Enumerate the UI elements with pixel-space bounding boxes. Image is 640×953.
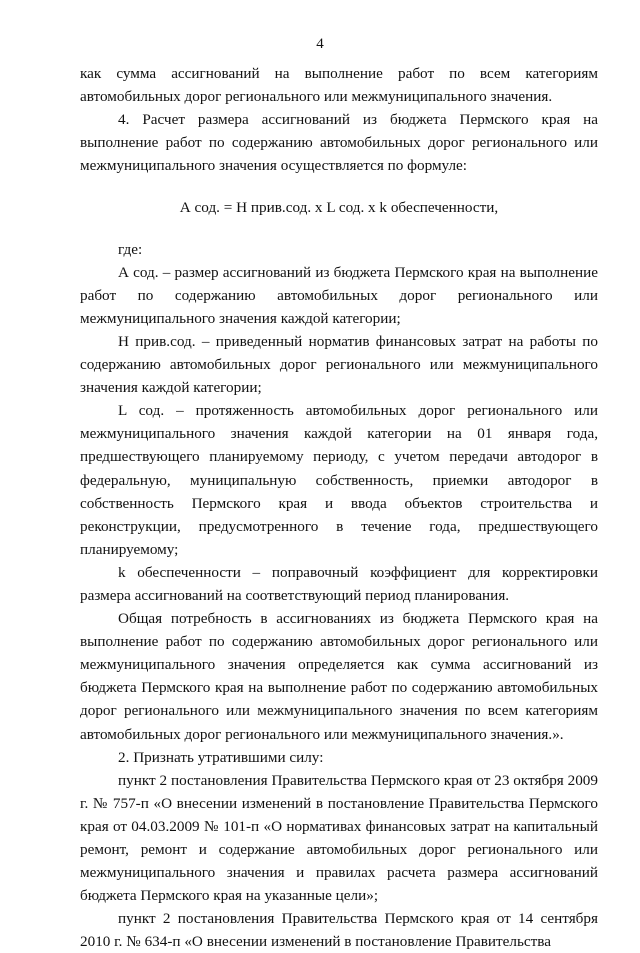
formula: А сод. = Н прив.сод. х L сод. х k обеспеченности, (179, 199, 499, 217)
paragraph-item-2: 2. Признать утратившими силу: (118, 748, 324, 766)
paragraph-repeal-634: пункт 2 постановления Правительства Пермского края от 14 сентября 2010 г. № 634-п «О внесении изменений в постановление Правительства (80, 910, 598, 951)
paragraph-total-need: Общая потребность в ассигнованиях из бюджета Пермского края на выполнение работ по содержанию автомобильных дорог регионального или межмуниципального значения определяется как сумма ассигнований из бюджета Пермского края на выполнение работ по содержанию автомобильных дорог регионального или межмуниципального значения по всем категориям автомобильных дорог регионального или межмуниципального значения.». (80, 610, 598, 743)
paragraph-continuation: как сумма ассигнований на выполнение работ по всем категориям автомобильных дорог регионального или межмуниципального значения. (80, 65, 598, 106)
paragraph-repeal-757: пункт 2 постановления Правительства Пермского края от 23 октября 2009 г. № 757-п «О внесении изменений в постановление Правительства Пермского края от 04.03.2009 № 101-п «О нормативах финансовых затрат на капитальный ремонт, ремонт и содержание автомобильных дорог регионального или межмуниципального значения и правилах расчета размера ассигнований бюджета Пермского края на указанные цели»; (80, 771, 598, 905)
paragraph-item-4: 4. Расчет размера ассигнований из бюджета Пермского края на выполнение работ по содержанию автомобильных дорог регионального или межмуниципального значения осуществляется по формуле: (80, 111, 598, 175)
definition-k-obespechennosti: k обеспеченности – поправочный коэффициент для корректировки размера ассигнований на соответствующий период планирования. (80, 563, 598, 604)
paragraph-where: где: (118, 240, 143, 258)
definition-n-priv-sod: Н прив.сод. – приведенный норматив финансовых затрат на работы по содержанию автомобильных дорог регионального или межмуниципального значения каждой категории; (80, 332, 598, 397)
page-number: 4 (316, 36, 324, 52)
definition-a-sod: А сод. – размер ассигнований из бюджета Пермского края на выполнение работ по содержанию автомобильных дорог регионального или межмуниципального значения каждой категории; (80, 263, 598, 327)
document-body (80, 62, 598, 953)
definition-l-sod: L сод. – протяженность автомобильных дорог регионального или межмуниципального значения каждой категории на 01 января года, предшествующего планируемому периоду, с учетом передачи автодорог в федеральную, муниципальную собственность, приемки автодорог в собственность Пермского края и ввода объектов строительства и реконструкции, предусмотренного в течение года, предшествующего планируемому; (80, 402, 598, 558)
